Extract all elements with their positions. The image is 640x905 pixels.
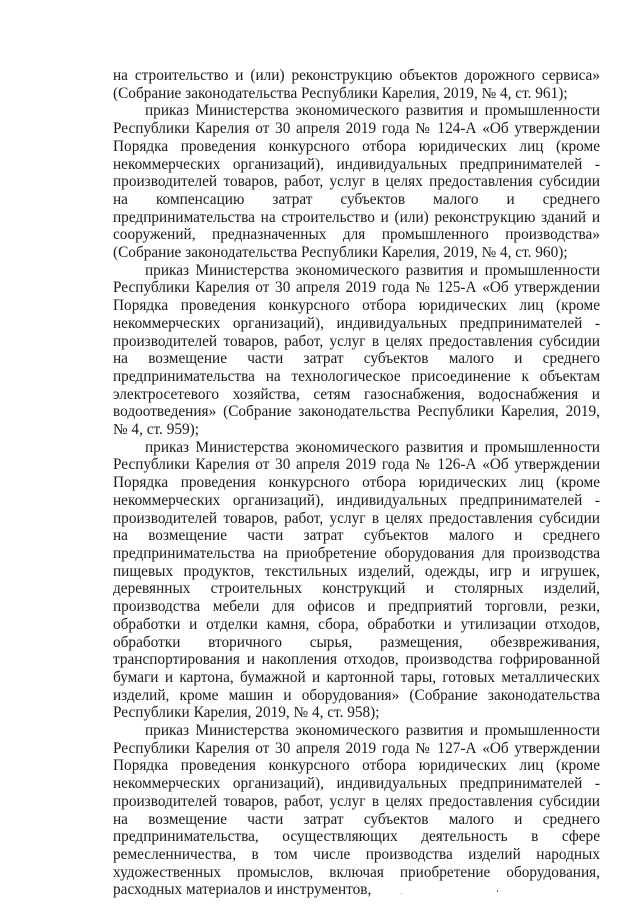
- paragraph-order-124-a: приказ Министерства экономического развития и промышленности Республики Карелия от 30 апреля 2019 года № 124-А «Об утверждении Порядка проведения конкурсного отбора юридических лиц (кроме некоммерческих организаций), индивидуальных предпринимателей - производителей товаров, работ, услуг в целях предоставления субсидии на компенсацию затрат субъектов малого и среднего предпринимательства на строительство и (или) реконструкцию зданий и сооружений, предназначенных для промышленного производства» (Собрание законодательства Республики Карелия, 2019, № 4, ст. 960);: [113, 102, 600, 262]
- document-body: [113, 67, 600, 899]
- scan-speck: [401, 893, 402, 894]
- paragraph-order-125-a: приказ Министерства экономического развития и промышленности Республики Карелия от 30 апреля 2019 года № 125-А «Об утверждении Порядка проведения конкурсного отбора юридических лиц (кроме некоммерческих организаций), индивидуальных предпринимателей - производителей товаров, работ, услуг в целях предоставления субсидии на возмещение части затрат субъектов малого и среднего предпринимательства на технологическое присоединение к объектам электросетевого хозяйства, сетям газоснабжения, водоснабжения и водоотведения» (Собрание законодательства Республики Карелия, 2019, № 4, ст. 959);: [113, 261, 600, 439]
- paragraph-order-126-a: приказ Министерства экономического развития и промышленности Республики Карелия от 30 апреля 2019 года № 126-А «Об утверждении Порядка проведения конкурсного отбора юридических лиц (кроме некоммерческих организаций), индивидуальных предпринимателей - производителей товаров, работ, услуг в целях предоставления субсидии на возмещение части затрат субъектов малого и среднего предпринимательства на приобретение оборудования для производства пищевых продуктов, текстильных изделий, одежды, игр и игрушек, деревянных строительных конструкций и столярных изделий, производства мебели для офисов и предприятий торговли, резки, обработки и отделки камня, сбора, обработки и утилизации отходов, обработки вторичного сырья, размещения, обезвреживания, транспортирования и накопления отходов, производства гофрированной бумаги и картона, бумажной и картонной тары, готовых металлических изделий, кроме машин и оборудования» (Собрание законодательства Республики Карелия, 2019, № 4, ст. 958);: [113, 438, 600, 722]
- scan-speck: [497, 890, 498, 892]
- paragraph-continuation: на строительство и (или) реконструкцию объектов дорожного сервиса» (Собрание законодательства Республики Карелия, 2019, № 4, ст. 961);: [113, 67, 600, 102]
- paragraph-order-127-a: приказ Министерства экономического развития и промышленности Республики Карелия от 30 апреля 2019 года № 127-А «Об утверждении Порядка проведения конкурсного отбора юридических лиц (кроме некоммерческих организаций), индивидуальных предпринимателей - производителей товаров, работ, услуг в целях предоставления субсидии на возмещение части затрат субъектов малого и среднего предпринимательства, осуществляющих деятельность в сфере ремесленничества, в том числе производства изделий народных художественных промыслов, включая приобретение оборудования, расходных материалов и инструментов,: [113, 722, 600, 899]
